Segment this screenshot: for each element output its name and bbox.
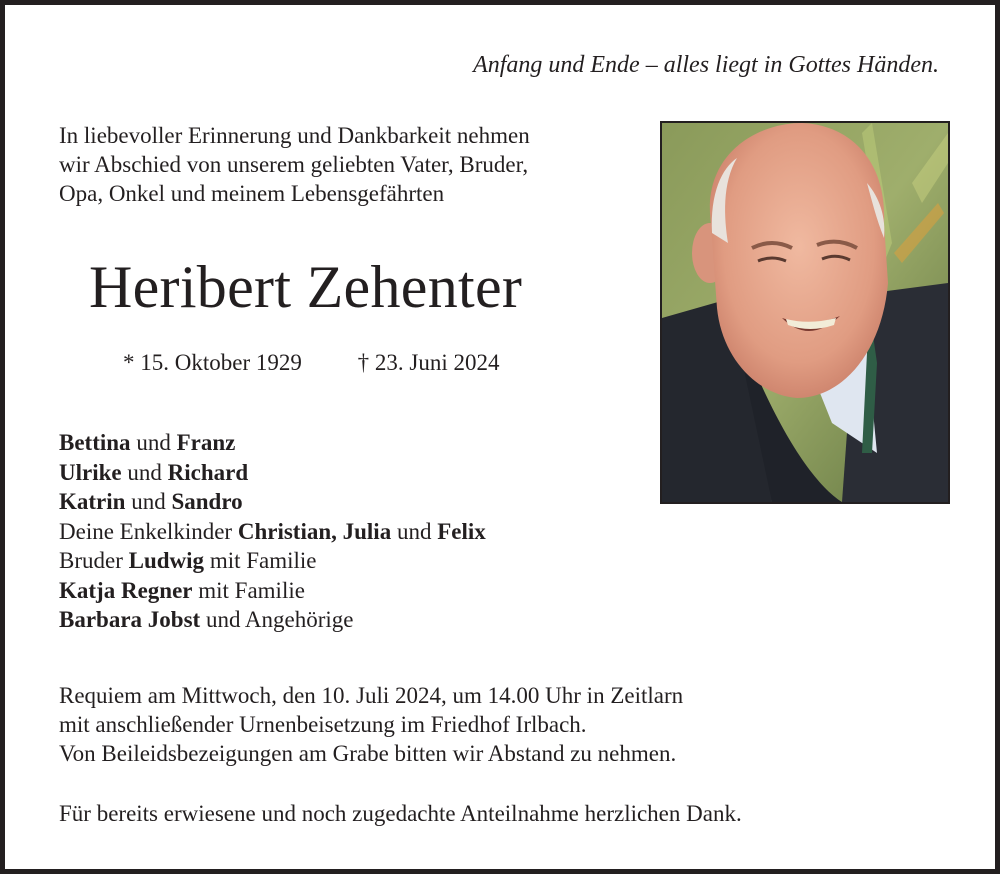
mourner-row [59,458,486,488]
mourner-row [59,605,486,635]
portrait-image [662,123,948,502]
mourner-name: Franz [176,430,236,455]
connector-text: und [130,430,177,455]
mourner-row [59,546,486,576]
mourners-list [59,428,486,635]
motto: Anfang und Ende – alles liegt in Gottes Händen. [473,52,939,78]
mourner-name: Barbara Jobst [59,607,201,632]
mourner-row [59,576,486,606]
service-line: Von Beileidsbezeigungen am Grabe bitten wir Abstand zu nehmen. [59,741,677,766]
mourner-name: Richard [167,459,249,485]
connector-text: und Angehörige [200,607,354,632]
intro-text [59,121,659,208]
death-date: † 23. Juni 2024 [357,350,500,375]
intro-line: Opa, Onkel und meinem Lebensgefährten [59,181,445,206]
service-line: mit anschließender Urnenbeisetzung im Friedhof Irlbach. [59,712,587,737]
deceased-name: Heribert Zehenter [89,254,523,320]
service-line: Requiem am Mittwoch, den 10. Juli 2024, um 14.00 Uhr in Zeitlarn [59,683,684,708]
intro-line: wir Abschied von unserem geliebten Vater, Bruder, [59,152,529,177]
mourner-name: Bettina [59,430,131,455]
mourner-name: Sandro [171,489,243,514]
life-dates [123,347,499,379]
mourner-row [59,487,486,517]
portrait-photo [660,121,950,504]
connector-text: mit Familie [204,548,317,573]
mourner-name: Ulrike [59,459,122,485]
intro-line: In liebevoller Erinnerung und Dankbarkeit nehmen [59,123,530,148]
mourner-row [59,428,486,458]
mourner-name: Ludwig [128,548,205,573]
connector-text: Deine Enkelkinder [59,518,238,544]
mourner-name: Katrin [59,489,126,514]
connector-text: und [125,489,172,514]
birth-date: * 15. Oktober 1929 [123,350,302,375]
mourner-name: Felix [437,518,486,544]
service-info [59,681,683,768]
thanks-line: Für bereits erwiesene und noch zugedachte Anteilnahme herzlichen Dank. [59,801,742,826]
mourner-name: Christian, Julia [237,518,392,544]
connector-text: und [391,518,438,544]
mourner-name: Katja Regner [59,577,193,603]
mourner-row [59,517,486,547]
connector-text: und [121,459,168,485]
connector-text: mit Familie [192,577,305,603]
connector-text: Bruder [59,548,129,573]
